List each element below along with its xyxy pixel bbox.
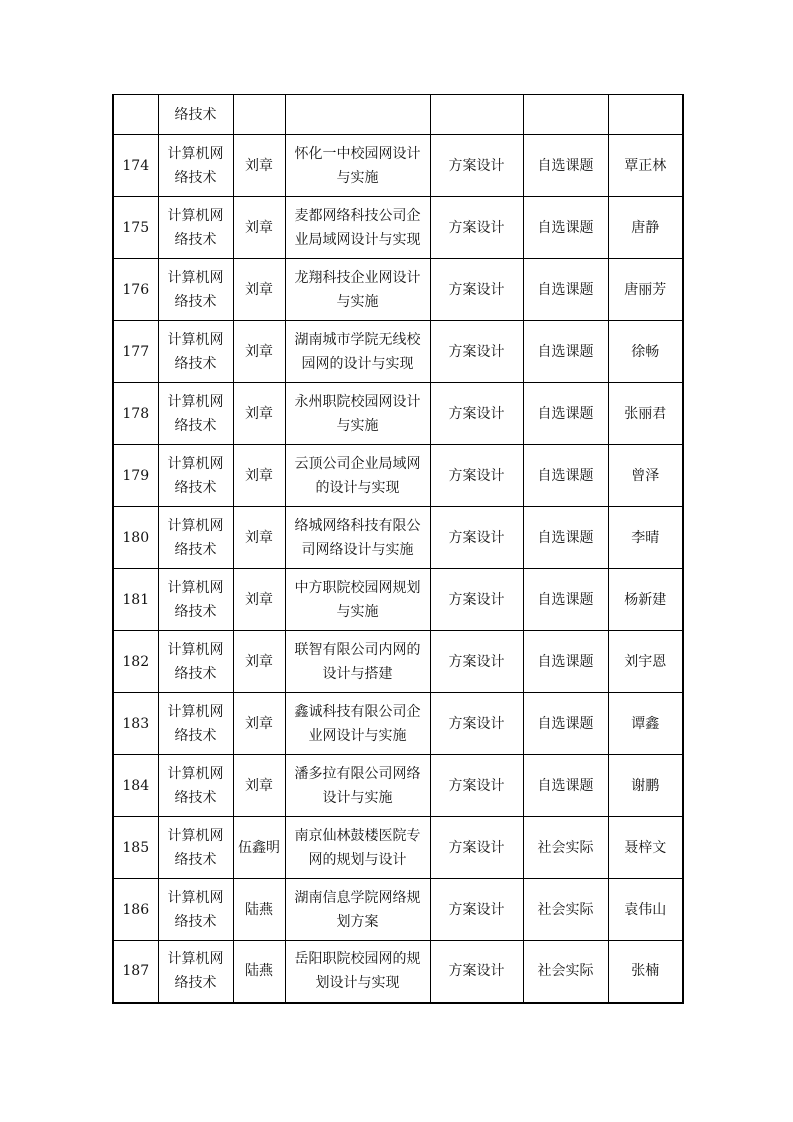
cell-no: 185 [113,817,158,879]
cell-title: 中方职院校园网规划与实施 [285,569,430,631]
cell-type [430,95,523,135]
cell-major: 计算机网络技术 [158,507,233,569]
cell-source: 自选课题 [523,321,608,383]
cell-advisor: 刘章 [233,507,285,569]
cell-student: 李晴 [608,507,683,569]
cell-source: 自选课题 [523,197,608,259]
cell-type: 方案设计 [430,321,523,383]
table-row [113,197,683,259]
cell-type: 方案设计 [430,569,523,631]
cell-title: 麦都网络科技公司企业局域网设计与实现 [285,197,430,259]
cell-major: 计算机网络技术 [158,383,233,445]
cell-no: 182 [113,631,158,693]
cell-student: 张丽君 [608,383,683,445]
cell-source: 自选课题 [523,631,608,693]
cell-student: 覃正林 [608,135,683,197]
cell-type: 方案设计 [430,135,523,197]
cell-major: 计算机网络技术 [158,631,233,693]
cell-major: 计算机网络技术 [158,569,233,631]
cell-source: 自选课题 [523,259,608,321]
cell-student [608,95,683,135]
cell-title: 联智有限公司内网的设计与搭建 [285,631,430,693]
cell-source: 社会实际 [523,817,608,879]
cell-advisor: 刘章 [233,135,285,197]
table-row [113,135,683,197]
cell-major: 计算机网络技术 [158,755,233,817]
cell-major: 计算机网络技术 [158,197,233,259]
table-row [113,941,683,1003]
table-row [113,631,683,693]
cell-title: 怀化一中校园网设计与实施 [285,135,430,197]
table-row [113,383,683,445]
cell-student: 刘宇恩 [608,631,683,693]
cell-source: 自选课题 [523,507,608,569]
cell-type: 方案设计 [430,941,523,1003]
table-row [113,693,683,755]
cell-advisor: 刘章 [233,197,285,259]
cell-no: 180 [113,507,158,569]
table-row [113,445,683,507]
cell-title: 云顶公司企业局域网的设计与实现 [285,445,430,507]
cell-advisor: 刘章 [233,569,285,631]
cell-source: 自选课题 [523,569,608,631]
cell-type: 方案设计 [430,445,523,507]
cell-no [113,95,158,135]
cell-major: 计算机网络技术 [158,445,233,507]
cell-no: 181 [113,569,158,631]
cell-advisor: 刘章 [233,755,285,817]
cell-advisor: 刘章 [233,259,285,321]
cell-major: 计算机网络技术 [158,817,233,879]
cell-type: 方案设计 [430,879,523,941]
cell-student: 徐畅 [608,321,683,383]
table-body [113,95,683,1003]
cell-student: 谢鹏 [608,755,683,817]
cell-type: 方案设计 [430,631,523,693]
cell-advisor [233,95,285,135]
cell-type: 方案设计 [430,693,523,755]
cell-student: 唐丽芳 [608,259,683,321]
cell-student: 张楠 [608,941,683,1003]
cell-title: 南京仙林鼓楼医院专网的规划与设计 [285,817,430,879]
cell-advisor: 刘章 [233,383,285,445]
cell-advisor: 伍鑫明 [233,817,285,879]
topic-table [112,94,684,1004]
cell-title: 鑫诚科技有限公司企业网设计与实施 [285,693,430,755]
table-row [113,817,683,879]
cell-major: 计算机网络技术 [158,693,233,755]
cell-type: 方案设计 [430,197,523,259]
cell-advisor: 刘章 [233,631,285,693]
cell-title: 龙翔科技企业网设计与实施 [285,259,430,321]
cell-major: 计算机网络技术 [158,941,233,1003]
cell-source: 自选课题 [523,445,608,507]
cell-no: 178 [113,383,158,445]
cell-major: 计算机网络技术 [158,321,233,383]
cell-no: 184 [113,755,158,817]
cell-no: 183 [113,693,158,755]
cell-no: 187 [113,941,158,1003]
cell-major: 计算机网络技术 [158,259,233,321]
cell-student: 唐静 [608,197,683,259]
cell-no: 176 [113,259,158,321]
cell-source: 自选课题 [523,135,608,197]
cell-source: 自选课题 [523,383,608,445]
cell-type: 方案设计 [430,507,523,569]
cell-title: 湖南信息学院网络规划方案 [285,879,430,941]
cell-student: 杨新建 [608,569,683,631]
table-row [113,321,683,383]
cell-source [523,95,608,135]
cell-advisor: 陆燕 [233,879,285,941]
table-row [113,507,683,569]
cell-advisor: 刘章 [233,445,285,507]
cell-title: 络城网络科技有限公司网络设计与实施 [285,507,430,569]
cell-source: 自选课题 [523,755,608,817]
cell-type: 方案设计 [430,755,523,817]
cell-title [285,95,430,135]
cell-title: 岳阳职院校园网的规划设计与实现 [285,941,430,1003]
cell-advisor: 陆燕 [233,941,285,1003]
cell-type: 方案设计 [430,259,523,321]
cell-title: 湖南城市学院无线校园网的设计与实现 [285,321,430,383]
cell-source: 社会实际 [523,879,608,941]
cell-student: 聂梓文 [608,817,683,879]
cell-student: 曾泽 [608,445,683,507]
cell-major: 络技术 [158,95,233,135]
cell-source: 自选课题 [523,693,608,755]
cell-no: 175 [113,197,158,259]
table-row [113,755,683,817]
cell-no: 177 [113,321,158,383]
cell-advisor: 刘章 [233,693,285,755]
cell-major: 计算机网络技术 [158,135,233,197]
cell-no: 179 [113,445,158,507]
cell-student: 谭鑫 [608,693,683,755]
cell-type: 方案设计 [430,817,523,879]
cell-source: 社会实际 [523,941,608,1003]
cell-advisor: 刘章 [233,321,285,383]
cell-student: 袁伟山 [608,879,683,941]
continuation-row [113,95,683,135]
cell-title: 潘多拉有限公司网络设计与实施 [285,755,430,817]
table-row [113,569,683,631]
cell-no: 174 [113,135,158,197]
table-row [113,259,683,321]
table-row [113,879,683,941]
cell-major: 计算机网络技术 [158,879,233,941]
cell-title: 永州职院校园网设计与实施 [285,383,430,445]
cell-no: 186 [113,879,158,941]
cell-type: 方案设计 [430,383,523,445]
